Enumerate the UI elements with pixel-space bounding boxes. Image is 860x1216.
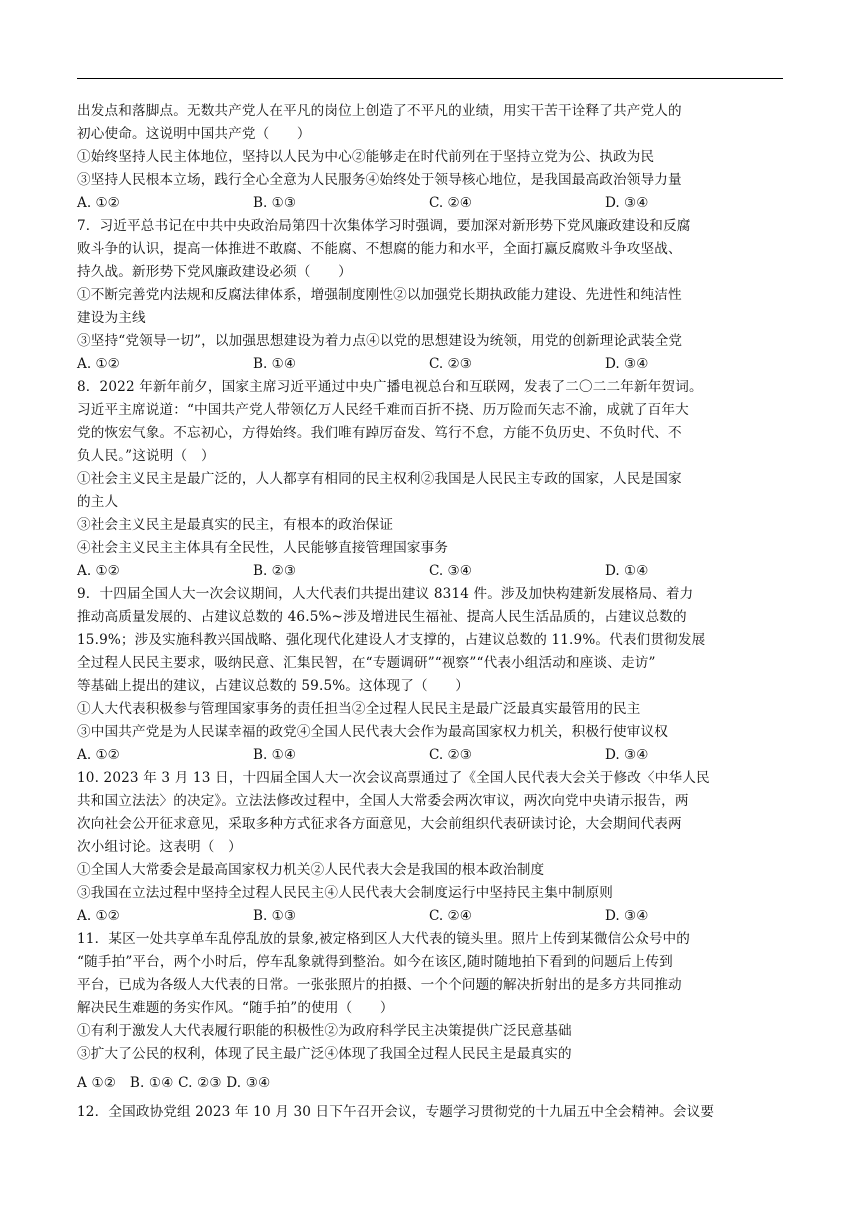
text-line: 平台，已成为各级人大代表的日常。一张张照片的拍摄、一个个问题的解决折射出的是多方共同推动 <box>77 977 682 993</box>
text-line: 15.9%；涉及实施科教兴国战略、强化现代化建设人才支撑的，占建议总数的 11.9%。代表们贯彻发展 <box>77 632 706 648</box>
document-body <box>77 100 789 1124</box>
text-line: 等基础上提出的建议，占建议总数的 59.5%。这体现了（ ） <box>77 678 469 694</box>
text-line: 12．全国政协党组 2023 年 10 月 30 日下午召开会议，专题学习贯彻党的十九届五中全会精神。会议要 <box>77 1104 715 1120</box>
answer-option: C. ②④ <box>429 908 472 924</box>
text-line: “随手拍”平台，两个小时后，停车乱象就得到整治。如今在该区,随时随地拍下看到的问题后上传到 <box>77 954 673 970</box>
text-line: ③坚持“党领导一切”，以加强思想建设为着力点④以党的思想建设为统领，用党的创新理论武装全党 <box>77 333 683 349</box>
text-line: ①不断完善党内法规和反腐法律体系，增强制度刚性②以加强党长期执政能力建设、先进性和纯洁性 <box>77 287 682 303</box>
answer-options <box>77 353 789 376</box>
text-line: ③坚持人民根本立场，践行全心全意为人民服务④始终处于领导核心地位，是我国最高政治领导力量 <box>77 172 682 188</box>
answer-option: D. ③④ <box>605 195 649 211</box>
text-line: 10. 2023 年 3 月 13 日，十四届全国人大一次会议高票通过了《全国人民代表大会关于修改〈中华人民 <box>77 770 710 786</box>
text-line: 初心使命。这说明中国共产党（ ） <box>77 126 311 142</box>
text-line: 次小组讨论。这表明（ ） <box>77 839 242 855</box>
answer-option: A. ①② <box>77 195 120 211</box>
text-line: ①人大代表积极参与管理国家事务的责任担当②全过程人民民主是最广泛最真实最管用的民主 <box>77 701 641 717</box>
answer-option: C. ②③ <box>429 356 472 372</box>
answer-option: D. ①④ <box>605 563 649 579</box>
text-line: 11．某区一处共享单车乱停乱放的景象,被定格到区人大代表的镜头里。照片上传到某微信公众号中的 <box>77 931 691 947</box>
answer-options <box>77 192 789 215</box>
answer-option: D. ③④ <box>605 747 649 763</box>
answer-option: A. ①② <box>77 356 120 372</box>
answer-option: A. ①② <box>77 563 120 579</box>
text-line: 解决民生难题的务实作风。“随手拍”的使用（ ） <box>77 1000 394 1016</box>
answer-option: B. ①④ <box>253 356 297 372</box>
text-line: 负人民。”这说明（ ） <box>77 448 215 464</box>
text-line: 持久战。新形势下党风廉政建设必须（ ） <box>77 264 352 280</box>
text-line: 出发点和落脚点。无数共产党人在平凡的岗位上创造了不平凡的业绩，用实干苦干诠释了共产党人的 <box>77 103 682 119</box>
text-line: 习近平主席说道：“中国共产党人带领亿万人民经千难而百折不挠、历万险而矢志不渝，成就了百年大 <box>77 402 689 418</box>
text-line: 建设为主线 <box>77 310 146 326</box>
answer-option: C. ②④ <box>429 195 472 211</box>
answer-option: A. ①② <box>77 908 120 924</box>
answer-option: C. ②③ <box>429 747 472 763</box>
text-line: ③中国共产党是为人民谋幸福的政党④全国人民代表大会作为最高国家权力机关，积极行使审议权 <box>77 724 668 740</box>
answer-option: D. ③④ <box>605 356 649 372</box>
text-line: ③我国在立法过程中坚持全过程人民民主④人民代表大会制度运行中坚持民主集中制原则 <box>77 885 614 901</box>
text-line: ①始终坚持人民主体地位，坚持以人民为中心②能够走在时代前列在于坚持立党为公、执政为民 <box>77 149 655 165</box>
text-line: A ①② B. ①④ C. ②③ D. ③④ <box>77 1075 271 1091</box>
text-line: 党的恢宏气象。不忘初心，方得始终。我们唯有踔厉奋发、笃行不怠，方能不负历史、不负时代、不 <box>77 425 682 441</box>
answer-option: B. ②③ <box>253 563 297 579</box>
text-line: ①全国人大常委会是最高国家权力机关②人民代表大会是我国的根本政治制度 <box>77 862 545 878</box>
text-line: 推动高质量发展的、占建议总数的 46.5%~涉及增进民生福祉、提高人民生活品质的，占建议总数的 <box>77 609 687 625</box>
text-line: 9．十四届全国人大一次会议期间，人大代表们共提出建议 8314 件。涉及加快构建新发展格局、着力 <box>77 586 694 602</box>
text-line: 全过程人民民主要求，吸纳民意、汇集民智，在“专题调研”“视察”“代表小组活动和座谈、走访” <box>77 655 656 671</box>
text-line: 败斗争的认识，提高一体推进不敢腐、不能腐、不想腐的能力和水平，全面打赢反腐败斗争攻坚战、 <box>77 241 682 257</box>
answer-options <box>77 905 789 928</box>
answer-options <box>77 744 789 767</box>
answer-options <box>77 560 789 583</box>
text-line: ①有利于激发人大代表履行职能的积极性②为政府科学民主决策提供广泛民意基础 <box>77 1023 572 1039</box>
answer-option: C. ③④ <box>429 563 472 579</box>
answer-option: D. ③④ <box>605 908 649 924</box>
text-line: 8．2022 年新年前夕，国家主席习近平通过中央广播电视总台和互联网，发表了二〇二二年新年贺词。 <box>77 379 703 395</box>
header-rule <box>77 78 783 79</box>
text-line: 次向社会公开征求意见，采取多种方式征求各方面意见，大会前组织代表研读讨论，大会期间代表两 <box>77 816 682 832</box>
text-line: ④社会主义民主主体具有全民性，人民能够直接管理国家事务 <box>77 540 449 556</box>
text-line: 共和国立法法〉的决定》。立法法修改过程中，全国人大常委会两次审议，两次向党中央请示报告，两 <box>77 793 689 809</box>
answer-option: B. ①④ <box>253 747 297 763</box>
text-line: ①社会主义民主是最广泛的，人人都享有相同的民主权利②我国是人民民主专政的国家，人民是国家 <box>77 471 682 487</box>
text-line: ③扩大了公民的权利，体现了民主最广泛④体现了我国全过程人民民主是最真实的 <box>77 1046 572 1062</box>
text-line: 7．习近平总书记在中共中央政治局第四十次集体学习时强调，要加深对新形势下党风廉政建设和反腐 <box>77 218 691 234</box>
answer-option: B. ①③ <box>253 908 297 924</box>
answer-option: A. ①② <box>77 747 120 763</box>
text-line: 的主人 <box>77 494 119 510</box>
text-line: ③社会主义民主是最真实的民主，有根本的政治保证 <box>77 517 394 533</box>
answer-option: B. ①③ <box>253 195 297 211</box>
